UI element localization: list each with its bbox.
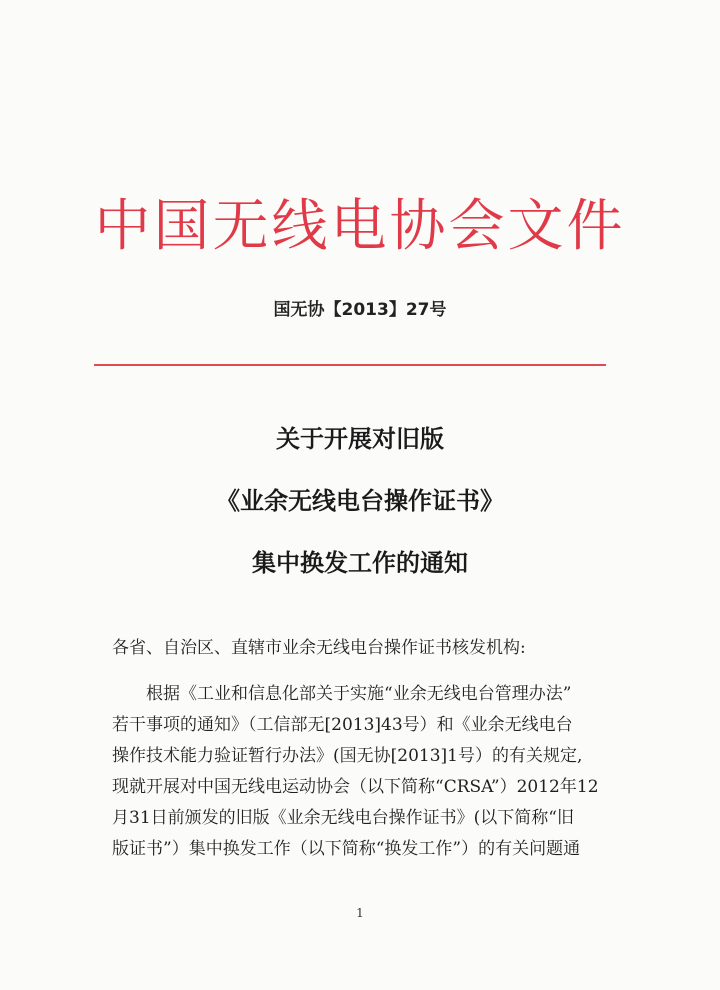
notice-title-line-2: 《业余无线电台操作证书》 <box>216 487 504 515</box>
salutation: 各省、自治区、直辖市业余无线电台操作证书核发机构: <box>112 638 526 658</box>
paragraph-line: 版证书”）集中换发工作（以下简称“换发工作”）的有关问题通 <box>112 839 581 859</box>
paragraph-line: 操作技术能力验证暂行办法》(国无协[2013]1号）的有关规定, <box>112 746 583 766</box>
agency-header-title: 中国无线电协会文件 <box>94 194 626 259</box>
paragraph-line: 现就开展对中国无线电运动协会（以下简称“CRSA”）2012年12 <box>112 777 599 797</box>
paragraph-line: 根据《工业和信息化部关于实施“业余无线电台管理办法” <box>146 684 572 704</box>
page-number: 1 <box>356 906 364 920</box>
document-number: 国无协【2013】27号 <box>273 300 447 320</box>
notice-title-line-3: 集中换发工作的通知 <box>252 549 468 577</box>
notice-title-line-1: 关于开展对旧版 <box>276 425 444 453</box>
red-divider-line <box>94 364 606 366</box>
paragraph-line: 若干事项的通知》（工信部无[2013]43号）和《业余无线电台 <box>112 715 573 735</box>
paragraph-line: 月31日前颁发的旧版《业余无线电台操作证书》(以下简称“旧 <box>112 808 574 828</box>
